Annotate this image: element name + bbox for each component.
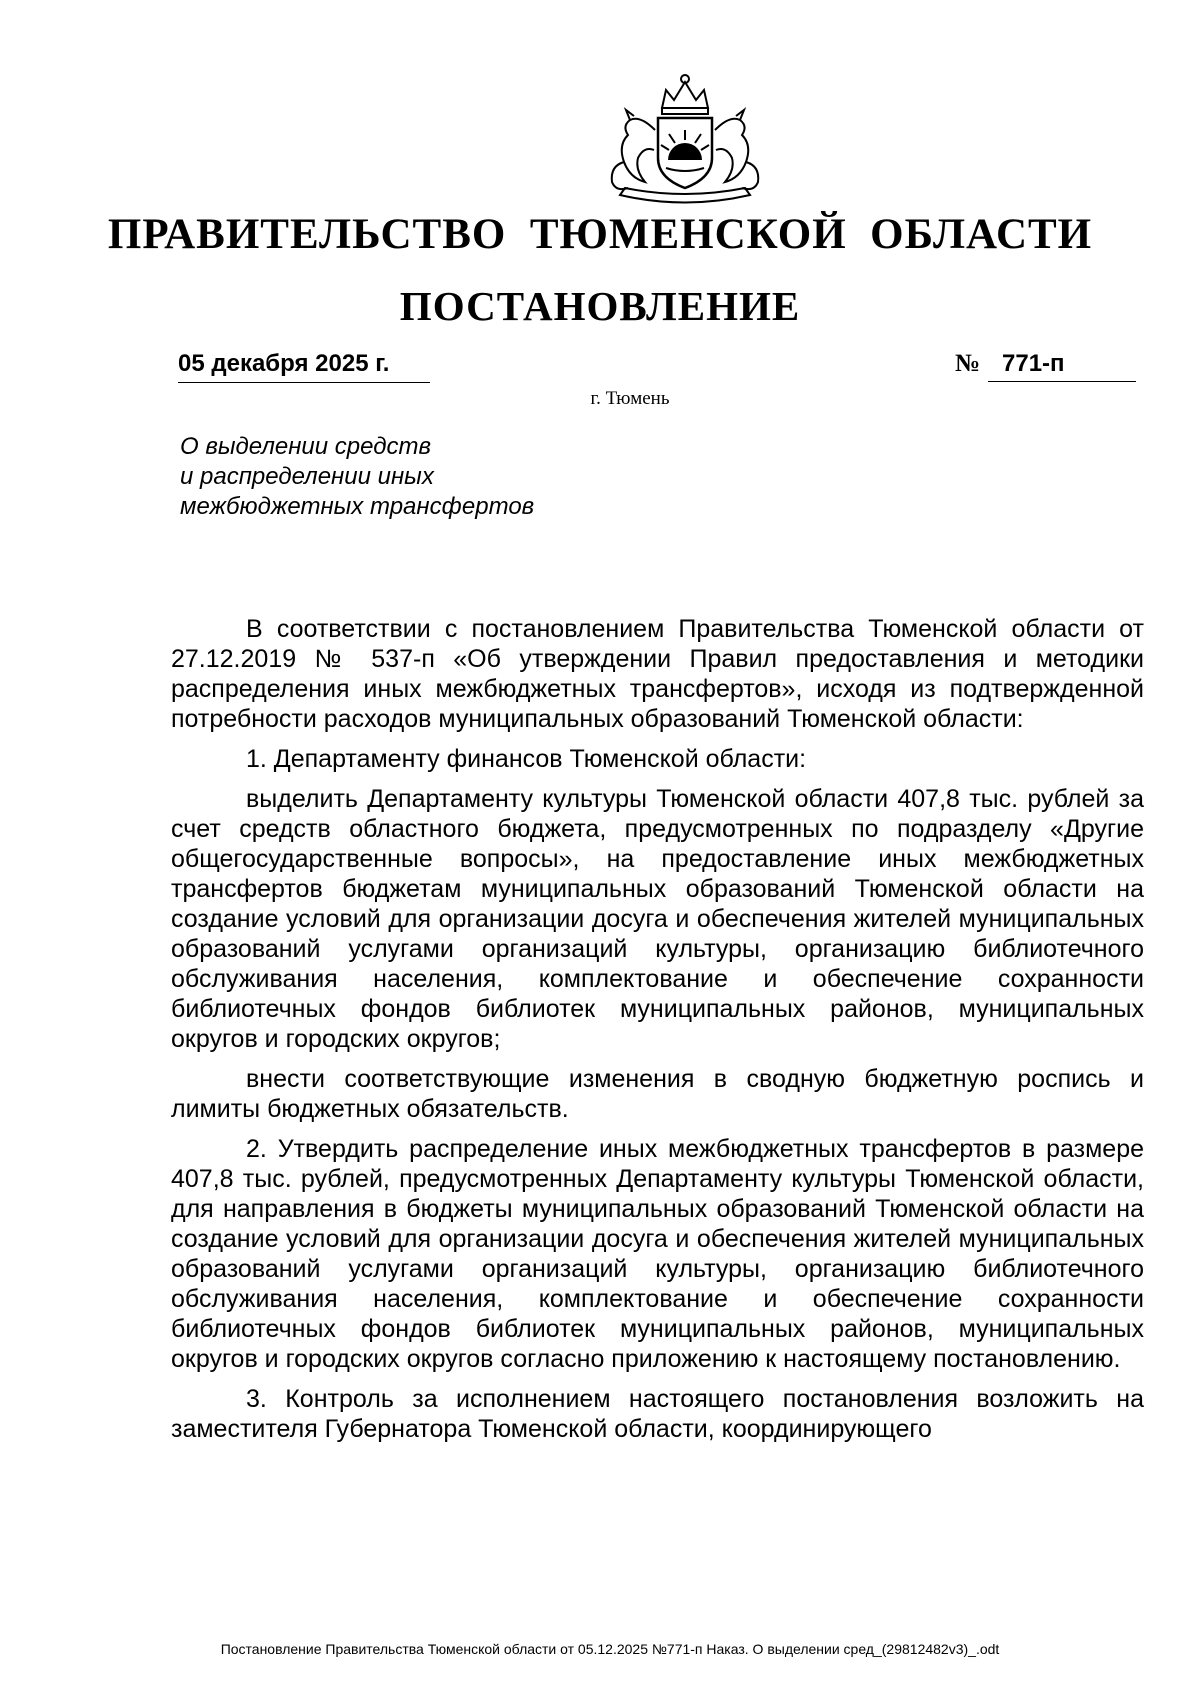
document-type: ПОСТАНОВЛЕНИЕ xyxy=(399,283,801,329)
document-number: 771-п xyxy=(988,350,1136,382)
document-city: г. Тюмень xyxy=(590,388,670,409)
body-paragraph-preamble: В соответствии с постановлением Правительства Тюменской области от 27.12.2019 № 537-п «Об утверждении Правил предоставления и методики распределения иных межбюджетных трансфертов», исходя из подтвержденной потребности расходов муниципальных образований Тюменской области: xyxy=(171,615,1144,733)
number-sign: № xyxy=(955,350,981,377)
body-paragraph-item-2: 2. Утвердить распределение иных межбюджетных трансфертов в размере 407,8 тыс. рублей, предусмотренных Департаменту культуры Тюменской области, для направления в бюджеты муниципальных образований Тюменской области на создание условий для организации досуга и обеспечения жителей муниципальных образований услугами организаций культуры, организацию библиотечного обслуживания населения, комплектование и обеспечение сохранности библиотечных фондов библиотек муниципальных районов, муниципальных округов и городских округов согласно приложению к настоящему постановлению. xyxy=(171,1135,1144,1373)
body-paragraph-amend: внести соответствующие изменения в сводную бюджетную роспись и лимиты бюджетных обязательств. xyxy=(171,1065,1144,1123)
document-body xyxy=(171,614,1144,1454)
body-paragraph-allocate: выделить Департаменту культуры Тюменской области 407,8 тыс. рублей за счет средств областного бюджета, предусмотренных по подразделу «Другие общегосударственные вопросы», на предоставление иных межбюджетных трансфертов бюджетам муниципальных образований Тюменской области на создание условий для организации досуга и обеспечения жителей муниципальных образований услугами организаций культуры, организацию библиотечного обслуживания населения, комплектование и обеспечение сохранности библиотечных фондов библиотек муниципальных районов, муниципальных округов и городских округов; xyxy=(171,785,1144,1053)
tyumen-coat-of-arms-icon xyxy=(600,70,770,210)
document-date: 05 декабря 2025 г. xyxy=(178,350,430,383)
subject-line: и распределении иных xyxy=(180,463,434,490)
document-subject xyxy=(180,432,534,522)
organization-title: ПРАВИТЕЛЬСТВО ТЮМЕНСКОЙ ОБЛАСТИ xyxy=(107,211,1093,258)
body-paragraph-item-3: 3. Контроль за исполнением настоящего постановления возложить на заместителя Губернатора Тюменской области, координирующего xyxy=(171,1385,1144,1443)
page-footer: Постановление Правительства Тюменской области от 05.12.2025 №771-п Наказ. О выделении сред_(29812482v3)_.odt xyxy=(220,1641,1000,1657)
subject-line: О выделении средств xyxy=(180,433,432,460)
body-paragraph-item-1: 1. Департаменту финансов Тюменской области: xyxy=(246,745,807,773)
subject-line: межбюджетных трансфертов xyxy=(180,493,535,520)
